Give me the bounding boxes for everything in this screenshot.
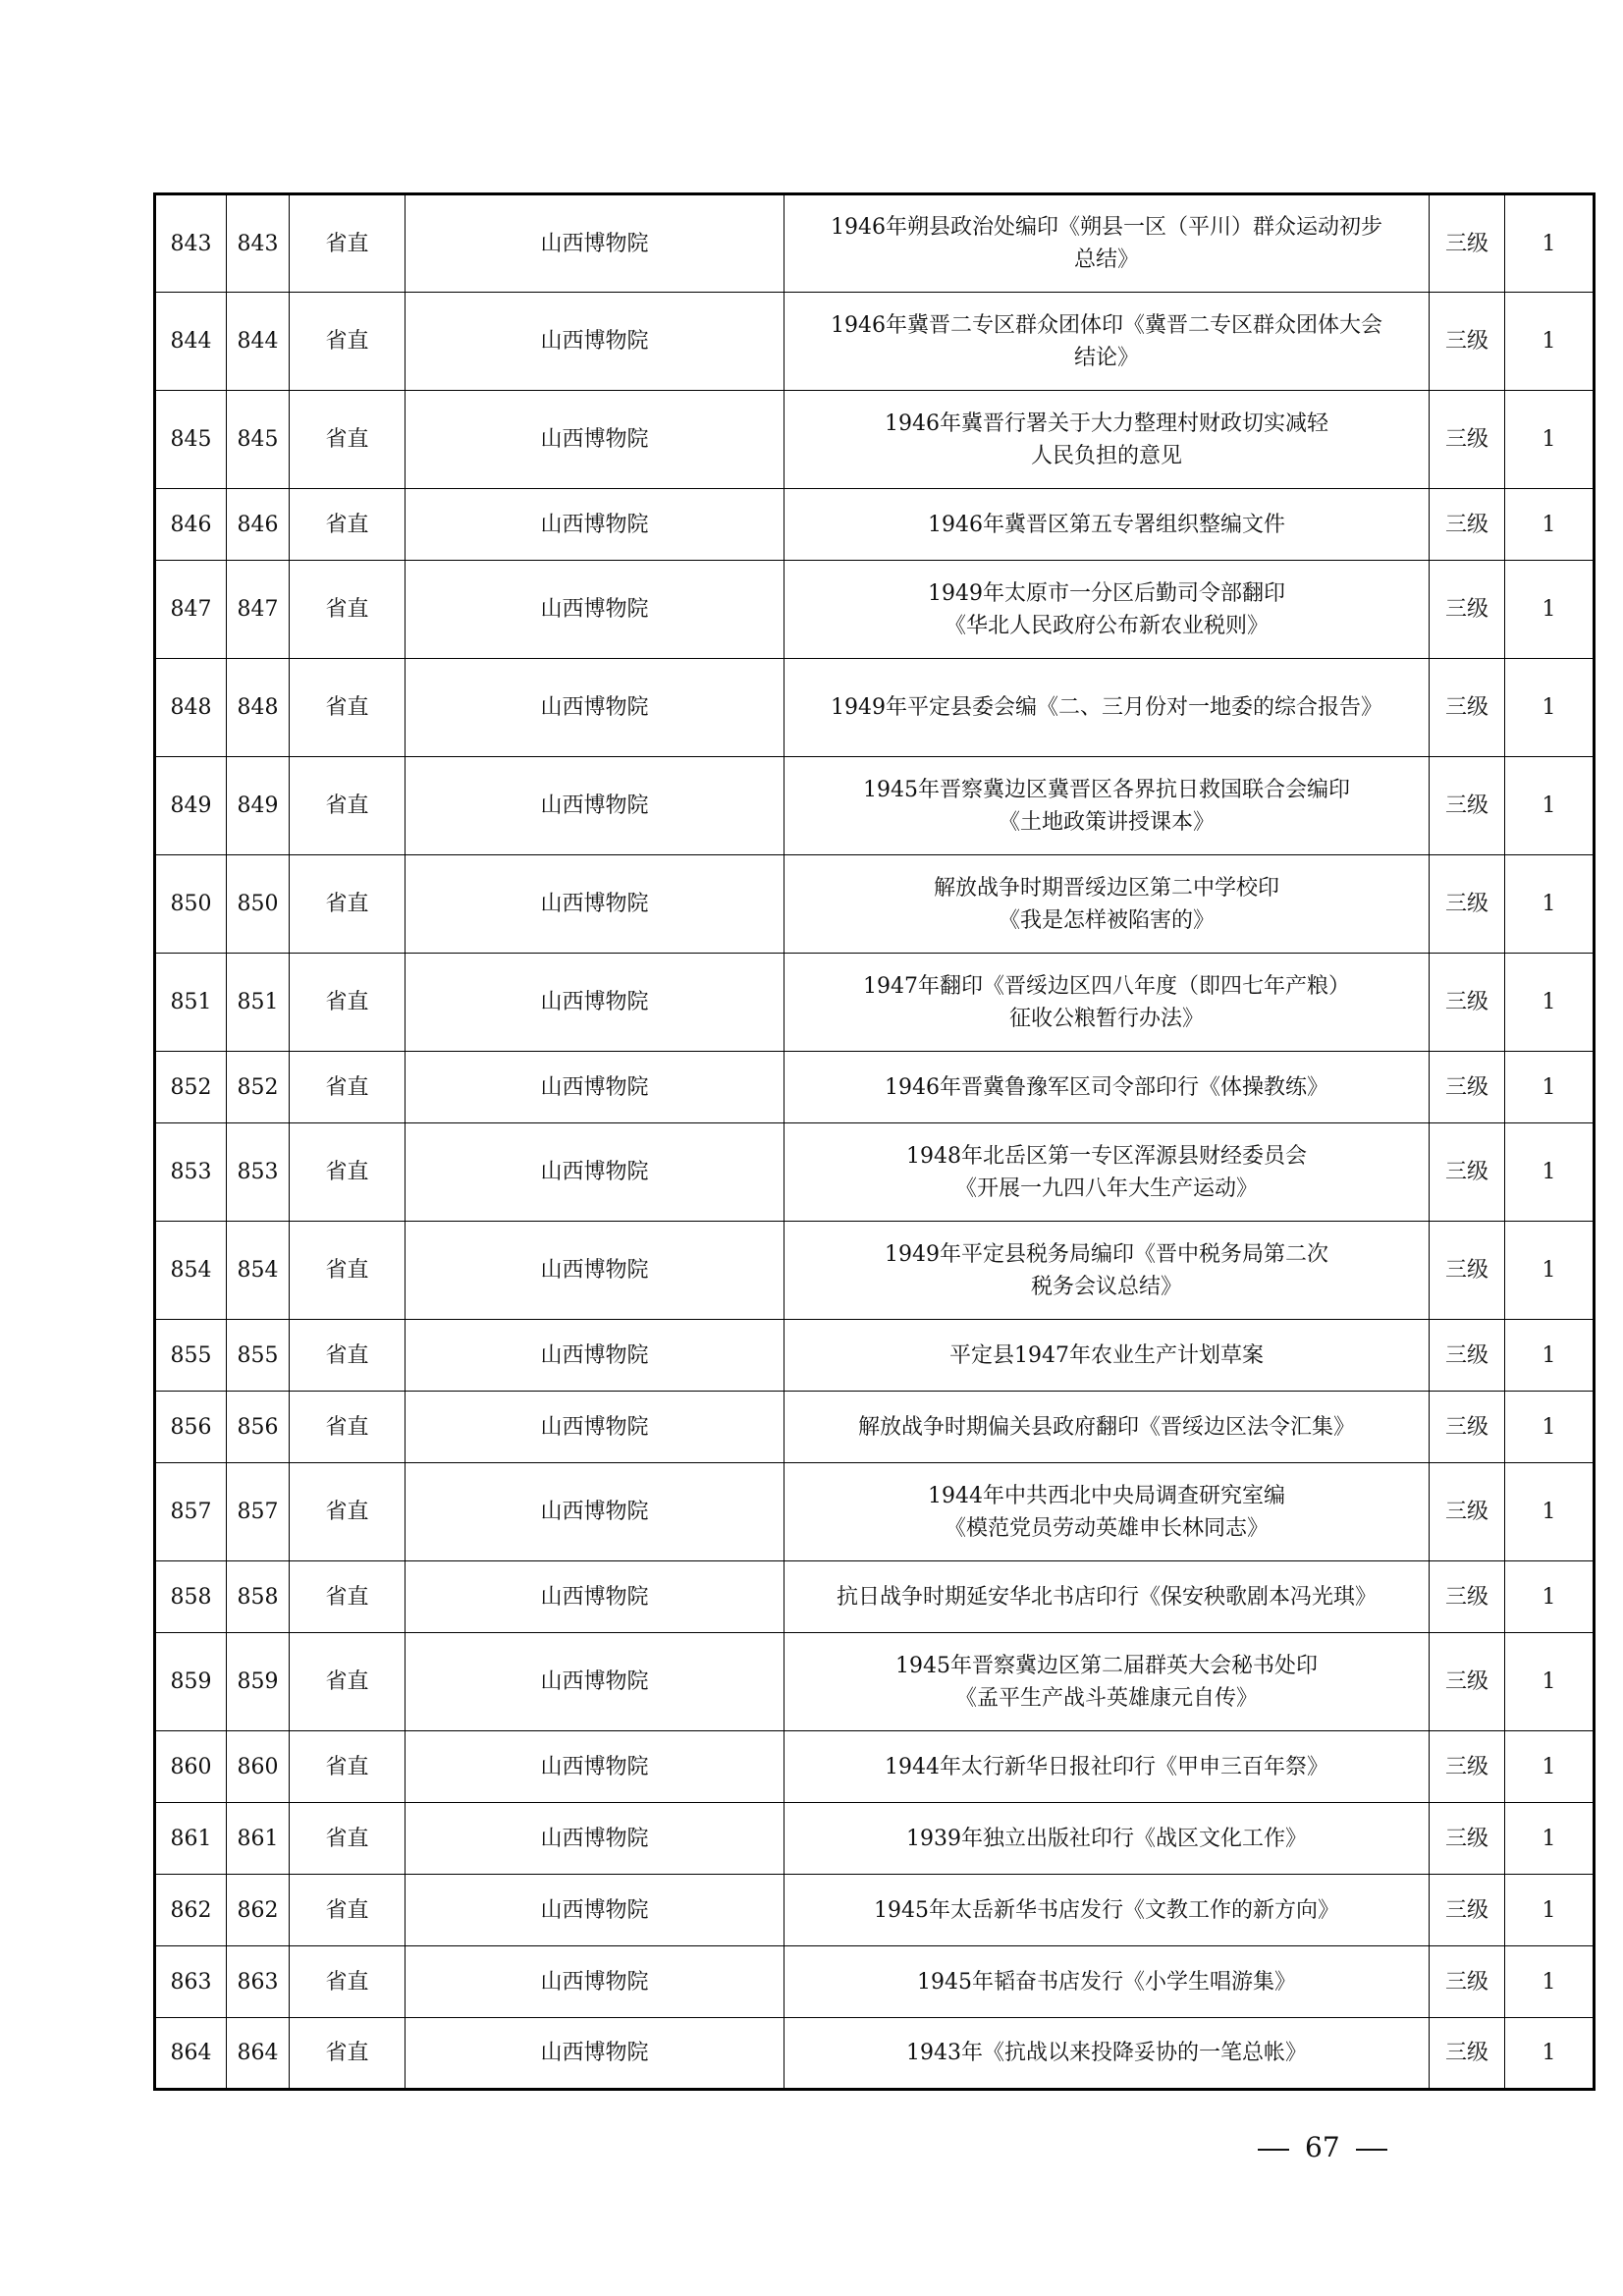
table-row — [155, 757, 1595, 855]
unit-cell: 山西博物院 — [406, 954, 784, 1052]
row-number: 858 — [155, 1561, 227, 1633]
table-row — [155, 194, 1595, 293]
table-row — [155, 1561, 1595, 1633]
title-cell: 1944年中共西北中央局调查研究室编 《模范党员劳动英雄申长林同志》 — [784, 1463, 1430, 1561]
grade-cell: 三级 — [1430, 1463, 1505, 1561]
row-number: 847 — [155, 561, 227, 659]
quantity-cell: 1 — [1505, 1463, 1595, 1561]
table-row — [155, 1463, 1595, 1561]
unit-cell: 山西博物院 — [406, 1731, 784, 1803]
title-cell: 解放战争时期偏关县政府翻印《晋绥边区法令汇集》 — [784, 1392, 1430, 1463]
grade-cell: 三级 — [1430, 1052, 1505, 1123]
catalog-id: 853 — [227, 1123, 290, 1222]
unit-cell: 山西博物院 — [406, 293, 784, 391]
grade-cell: 三级 — [1430, 1561, 1505, 1633]
quantity-cell: 1 — [1505, 659, 1595, 757]
title-cell: 平定县1947年农业生产计划草案 — [784, 1320, 1430, 1392]
region-cell: 省直 — [290, 1561, 406, 1633]
quantity-cell: 1 — [1505, 1222, 1595, 1320]
table-row — [155, 855, 1595, 954]
grade-cell: 三级 — [1430, 1222, 1505, 1320]
title-cell: 1949年太原市一分区后勤司令部翻印 《华北人民政府公布新农业税则》 — [784, 561, 1430, 659]
quantity-cell: 1 — [1505, 489, 1595, 561]
region-cell: 省直 — [290, 1803, 406, 1875]
quantity-cell: 1 — [1505, 293, 1595, 391]
region-cell: 省直 — [290, 2018, 406, 2090]
region-cell: 省直 — [290, 391, 406, 489]
row-number: 856 — [155, 1392, 227, 1463]
catalog-id: 846 — [227, 489, 290, 561]
title-cell: 1946年朔县政治处编印《朔县一区（平川）群众运动初步 总结》 — [784, 194, 1430, 293]
row-number: 849 — [155, 757, 227, 855]
grade-cell: 三级 — [1430, 1123, 1505, 1222]
unit-cell: 山西博物院 — [406, 757, 784, 855]
region-cell: 省直 — [290, 757, 406, 855]
region-cell: 省直 — [290, 954, 406, 1052]
unit-cell: 山西博物院 — [406, 1320, 784, 1392]
catalog-id: 847 — [227, 561, 290, 659]
row-number: 844 — [155, 293, 227, 391]
region-cell: 省直 — [290, 659, 406, 757]
table-row — [155, 1222, 1595, 1320]
quantity-cell: 1 — [1505, 855, 1595, 954]
region-cell: 省直 — [290, 855, 406, 954]
grade-cell: 三级 — [1430, 1946, 1505, 2018]
catalog-id: 848 — [227, 659, 290, 757]
unit-cell: 山西博物院 — [406, 1392, 784, 1463]
table-row — [155, 1320, 1595, 1392]
unit-cell: 山西博物院 — [406, 1123, 784, 1222]
row-number: 852 — [155, 1052, 227, 1123]
quantity-cell: 1 — [1505, 194, 1595, 293]
unit-cell: 山西博物院 — [406, 1052, 784, 1123]
grade-cell: 三级 — [1430, 855, 1505, 954]
unit-cell: 山西博物院 — [406, 1946, 784, 2018]
table-row — [155, 1803, 1595, 1875]
table-row — [155, 561, 1595, 659]
quantity-cell: 1 — [1505, 757, 1595, 855]
grade-cell: 三级 — [1430, 489, 1505, 561]
row-number: 846 — [155, 489, 227, 561]
region-cell: 省直 — [290, 293, 406, 391]
row-number: 855 — [155, 1320, 227, 1392]
table-row — [155, 1731, 1595, 1803]
title-cell: 1945年韬奋书店发行《小学生唱游集》 — [784, 1946, 1430, 2018]
table-row — [155, 2018, 1595, 2090]
quantity-cell: 1 — [1505, 1123, 1595, 1222]
table-row — [155, 1123, 1595, 1222]
region-cell: 省直 — [290, 194, 406, 293]
table-row — [155, 1392, 1595, 1463]
table-row — [155, 1052, 1595, 1123]
title-cell: 1946年冀晋行署关于大力整理村财政切实减轻 人民负担的意见 — [784, 391, 1430, 489]
quantity-cell: 1 — [1505, 2018, 1595, 2090]
grade-cell: 三级 — [1430, 1731, 1505, 1803]
page-footer — [1242, 2131, 1403, 2163]
title-cell: 1945年太岳新华书店发行《文教工作的新方向》 — [784, 1875, 1430, 1946]
row-number: 845 — [155, 391, 227, 489]
quantity-cell: 1 — [1505, 1633, 1595, 1731]
unit-cell: 山西博物院 — [406, 1803, 784, 1875]
grade-cell: 三级 — [1430, 1392, 1505, 1463]
row-number: 854 — [155, 1222, 227, 1320]
grade-cell: 三级 — [1430, 1320, 1505, 1392]
quantity-cell: 1 — [1505, 1946, 1595, 2018]
unit-cell: 山西博物院 — [406, 855, 784, 954]
catalog-id: 844 — [227, 293, 290, 391]
relics-table-body — [155, 194, 1595, 2090]
unit-cell: 山西博物院 — [406, 659, 784, 757]
unit-cell: 山西博物院 — [406, 1633, 784, 1731]
quantity-cell: 1 — [1505, 1320, 1595, 1392]
grade-cell: 三级 — [1430, 1803, 1505, 1875]
row-number: 853 — [155, 1123, 227, 1222]
unit-cell: 山西博物院 — [406, 1222, 784, 1320]
page-number: 67 — [1305, 2131, 1340, 2163]
quantity-cell: 1 — [1505, 954, 1595, 1052]
region-cell: 省直 — [290, 561, 406, 659]
row-number: 860 — [155, 1731, 227, 1803]
relics-table — [153, 192, 1596, 2091]
unit-cell: 山西博物院 — [406, 489, 784, 561]
catalog-id: 862 — [227, 1875, 290, 1946]
table-row — [155, 1946, 1595, 2018]
title-cell: 1945年晋察冀边区冀晋区各界抗日救国联合会编印 《土地政策讲授课本》 — [784, 757, 1430, 855]
quantity-cell: 1 — [1505, 391, 1595, 489]
region-cell: 省直 — [290, 1731, 406, 1803]
table-row — [155, 391, 1595, 489]
grade-cell: 三级 — [1430, 561, 1505, 659]
table-row — [155, 659, 1595, 757]
region-cell: 省直 — [290, 1875, 406, 1946]
footer-dash-right — [1356, 2149, 1387, 2151]
title-cell: 1948年北岳区第一专区浑源县财经委员会 《开展一九四八年大生产运动》 — [784, 1123, 1430, 1222]
unit-cell: 山西博物院 — [406, 1463, 784, 1561]
catalog-id: 863 — [227, 1946, 290, 2018]
catalog-id: 855 — [227, 1320, 290, 1392]
row-number: 862 — [155, 1875, 227, 1946]
footer-dash-left — [1258, 2149, 1289, 2151]
region-cell: 省直 — [290, 1392, 406, 1463]
region-cell: 省直 — [290, 1222, 406, 1320]
catalog-id: 852 — [227, 1052, 290, 1123]
quantity-cell: 1 — [1505, 1052, 1595, 1123]
grade-cell: 三级 — [1430, 391, 1505, 489]
quantity-cell: 1 — [1505, 1875, 1595, 1946]
grade-cell: 三级 — [1430, 659, 1505, 757]
table-row — [155, 293, 1595, 391]
row-number: 859 — [155, 1633, 227, 1731]
quantity-cell: 1 — [1505, 1392, 1595, 1463]
grade-cell: 三级 — [1430, 2018, 1505, 2090]
catalog-id: 860 — [227, 1731, 290, 1803]
region-cell: 省直 — [290, 1633, 406, 1731]
catalog-id: 850 — [227, 855, 290, 954]
region-cell: 省直 — [290, 1123, 406, 1222]
region-cell: 省直 — [290, 1946, 406, 2018]
region-cell: 省直 — [290, 1463, 406, 1561]
catalog-id: 851 — [227, 954, 290, 1052]
grade-cell: 三级 — [1430, 757, 1505, 855]
grade-cell: 三级 — [1430, 954, 1505, 1052]
row-number: 848 — [155, 659, 227, 757]
row-number: 843 — [155, 194, 227, 293]
title-cell: 1944年太行新华日报社印行《甲申三百年祭》 — [784, 1731, 1430, 1803]
unit-cell: 山西博物院 — [406, 1561, 784, 1633]
catalog-id: 861 — [227, 1803, 290, 1875]
title-cell: 1949年平定县税务局编印《晋中税务局第二次 税务会议总结》 — [784, 1222, 1430, 1320]
quantity-cell: 1 — [1505, 561, 1595, 659]
title-cell: 解放战争时期晋绥边区第二中学校印 《我是怎样被陷害的》 — [784, 855, 1430, 954]
region-cell: 省直 — [290, 489, 406, 561]
title-cell: 1946年冀晋二专区群众团体印《冀晋二专区群众团体大会 结论》 — [784, 293, 1430, 391]
title-cell: 抗日战争时期延安华北书店印行《保安秧歌剧本冯光琪》 — [784, 1561, 1430, 1633]
table-row — [155, 1633, 1595, 1731]
catalog-id: 843 — [227, 194, 290, 293]
unit-cell: 山西博物院 — [406, 561, 784, 659]
title-cell: 1943年《抗战以来投降妥协的一笔总帐》 — [784, 2018, 1430, 2090]
grade-cell: 三级 — [1430, 194, 1505, 293]
row-number: 857 — [155, 1463, 227, 1561]
row-number: 851 — [155, 954, 227, 1052]
table-row — [155, 489, 1595, 561]
quantity-cell: 1 — [1505, 1561, 1595, 1633]
region-cell: 省直 — [290, 1052, 406, 1123]
unit-cell: 山西博物院 — [406, 391, 784, 489]
title-cell: 1949年平定县委会编《二、三月份对一地委的综合报告》 — [784, 659, 1430, 757]
unit-cell: 山西博物院 — [406, 194, 784, 293]
grade-cell: 三级 — [1430, 1633, 1505, 1731]
row-number: 863 — [155, 1946, 227, 2018]
quantity-cell: 1 — [1505, 1803, 1595, 1875]
title-cell: 1939年独立出版社印行《战区文化工作》 — [784, 1803, 1430, 1875]
catalog-id: 864 — [227, 2018, 290, 2090]
table-row — [155, 1875, 1595, 1946]
title-cell: 1946年冀晋区第五专署组织整编文件 — [784, 489, 1430, 561]
title-cell: 1945年晋察冀边区第二届群英大会秘书处印 《孟平生产战斗英雄康元自传》 — [784, 1633, 1430, 1731]
row-number: 861 — [155, 1803, 227, 1875]
catalog-id: 858 — [227, 1561, 290, 1633]
catalog-id: 849 — [227, 757, 290, 855]
unit-cell: 山西博物院 — [406, 1875, 784, 1946]
catalog-id: 857 — [227, 1463, 290, 1561]
title-cell: 1947年翻印《晋绥边区四八年度（即四七年产粮） 征收公粮暂行办法》 — [784, 954, 1430, 1052]
catalog-id: 856 — [227, 1392, 290, 1463]
row-number: 850 — [155, 855, 227, 954]
catalog-id: 859 — [227, 1633, 290, 1731]
quantity-cell: 1 — [1505, 1731, 1595, 1803]
catalog-id: 845 — [227, 391, 290, 489]
region-cell: 省直 — [290, 1320, 406, 1392]
grade-cell: 三级 — [1430, 293, 1505, 391]
unit-cell: 山西博物院 — [406, 2018, 784, 2090]
grade-cell: 三级 — [1430, 1875, 1505, 1946]
table-row — [155, 954, 1595, 1052]
catalog-id: 854 — [227, 1222, 290, 1320]
row-number: 864 — [155, 2018, 227, 2090]
title-cell: 1946年晋冀鲁豫军区司令部印行《体操教练》 — [784, 1052, 1430, 1123]
